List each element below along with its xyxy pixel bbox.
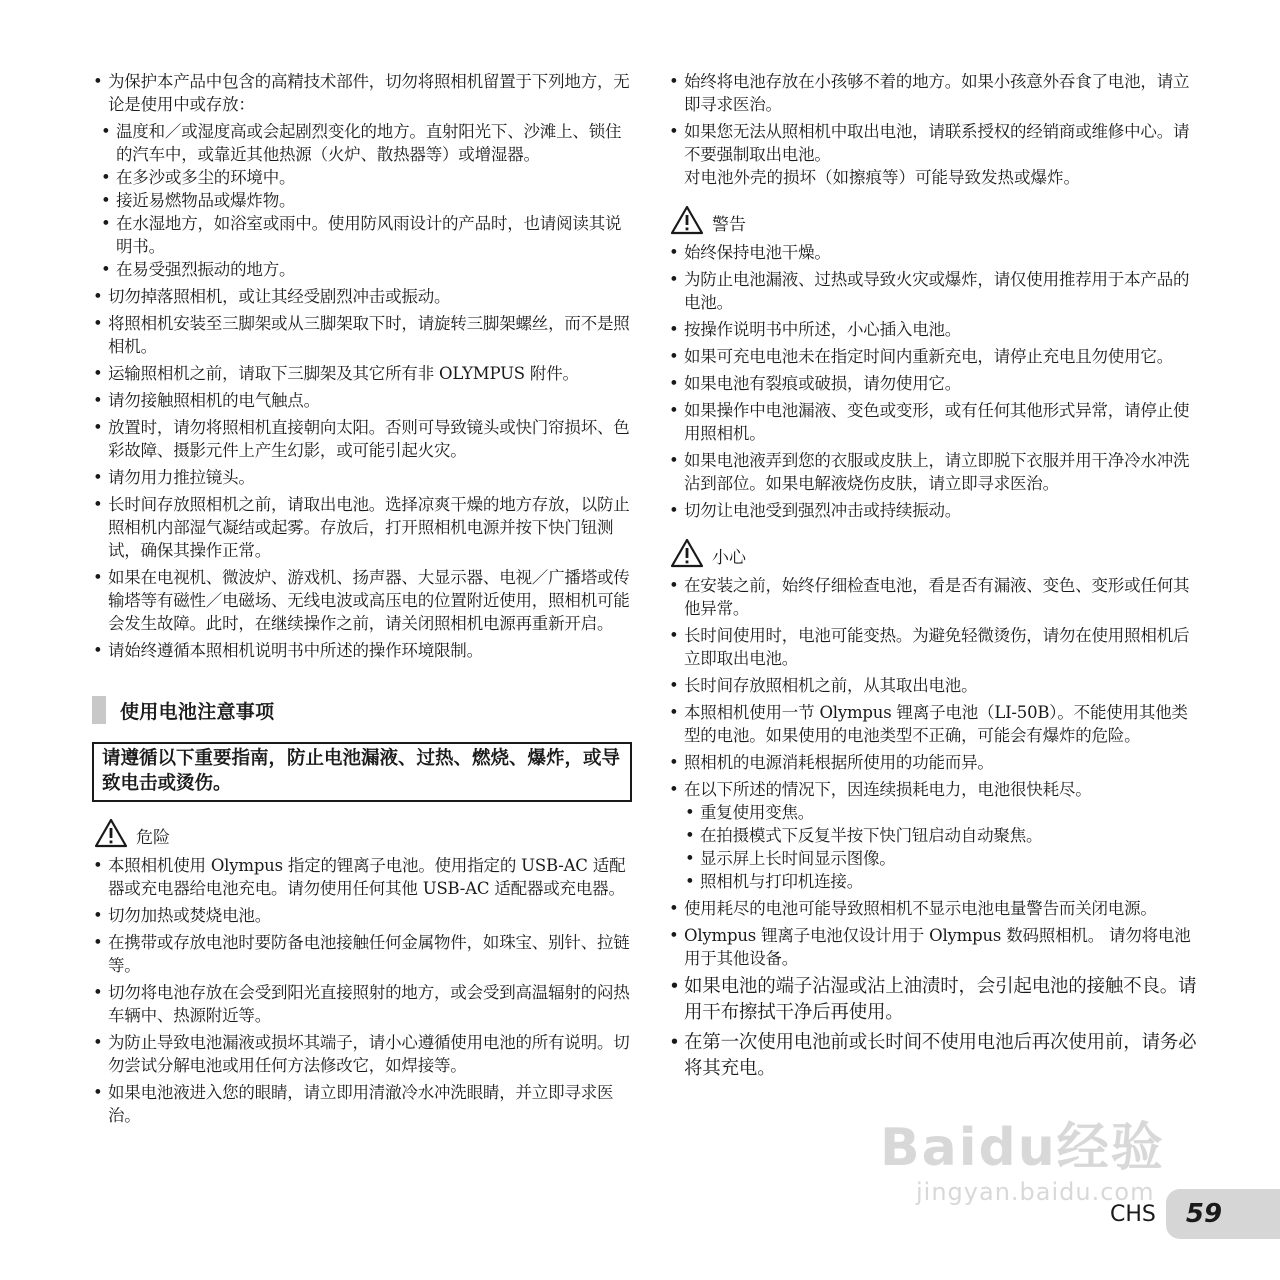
right-top-list [668,70,1198,189]
sub-list-item: • 在多沙或多尘的环境中。 [100,166,632,189]
list-item: • 如果操作中电池漏液、变色或变形，或有任何其他形式异常，请停止使用照相机。 [668,399,1198,445]
section-title [92,696,632,724]
important-notice-box: 请遵循以下重要指南，防止电池漏液、过热、燃烧、爆炸，或导致电击或烫伤。 [92,742,632,802]
caution-list [668,574,1198,970]
caution-label: 小心 [712,548,746,568]
list-item: • 将照相机安装至三脚架或从三脚架取下时，请旋转三脚架螺丝，而不是照相机。 [92,312,632,358]
sub-list-item: • 温度和／或湿度高或会起剧烈变化的地方。直射阳光下、沙滩上、锁住的汽车中，或靠近其他热源（火炉、散热器等）或增湿器。 [100,120,632,166]
left-mid-list [92,285,632,662]
page-footer [1110,1188,1280,1240]
list-item-continuation: 对电池外壳的损坏（如擦痕等）可能导致发热或爆炸。 [684,168,1080,187]
list-item: • 放置时，请勿将照相机直接朝向太阳。否则可导致镜头或快门帘损坏、色彩故障、摄影元件上产生幻影，或可能引起火灾。 [92,416,632,462]
sub-list-item: • 照相机与打印机连接。 [684,870,1198,893]
list-item: • 在安装之前，始终仔细检查电池，看是否有漏液、变色、变形或任何其他异常。 [668,574,1198,620]
list-item: • 本照相机使用 Olympus 指定的锂离子电池。使用指定的 USB-AC 适配器或充电器给电池充电。请勿使用任何其他 USB-AC 适配器或充电器。 [92,854,632,900]
watermark-url: jingyan.baidu.com [916,1178,1155,1206]
list-item: • 如果电池的端子沾湿或沾上油渍时，会引起电池的接触不良。请用干布擦拭干净后再使用。 [668,974,1198,1026]
list-item: • 为防止电池漏液、过热或导致火灾或爆炸，请仅使用推荐用于本产品的电池。 [668,268,1198,314]
left-top-list [92,70,632,116]
list-item: • 始终保持电池干燥。 [668,241,1198,264]
list-item: • 本照相机使用一节 Olympus 锂离子电池（LI-50B）。不能使用其他类型的电池。如果使用的电池类型不正确，可能会有爆炸的危险。 [668,701,1198,747]
section-marker [92,696,106,724]
warning-label: 警告 [712,215,746,235]
list-item: • 在第一次使用电池前或长时间不使用电池后再次使用前，请务必将其充电。 [668,1030,1198,1082]
warning-triangle-icon [94,818,128,848]
sub-list-item: • 接近易燃物品或爆炸物。 [100,189,632,212]
sub-list-item: • 重复使用变焦。 [684,801,1198,824]
section-title-text: 使用电池注意事项 [120,700,275,723]
list-item: • 按操作说明书中所述，小心插入电池。 [668,318,1198,341]
caution-heading [670,536,1198,568]
list-item: • 请勿用力推拉镜头。 [92,466,632,489]
list-item: • 如果电池液进入您的眼睛，请立即用清澈冷水冲洗眼睛，并立即寻求医治。 [92,1081,632,1127]
language-code: CHS [1110,1201,1156,1227]
list-item: • 为保护本产品中包含的高精技术部件，切勿将照相机留置于下列地方，无论是使用中或存放： [92,70,632,116]
list-item: • 请始终遵循本照相机说明书中所述的操作环境限制。 [92,639,632,662]
list-item: • 为防止导致电池漏液或损坏其端子，请小心遵循使用电池的所有说明。切勿尝试分解电池或用任何方法修改它，如焊接等。 [92,1031,632,1077]
watermark-brand: Baidu经验 [880,1118,1165,1178]
list-item: • 在携带或存放电池时要防备电池接触任何金属物件，如珠宝、别针、拉链等。 [92,931,632,977]
page-number-tab [1166,1189,1280,1239]
sub-list-item: • 在水湿地方，如浴室或雨中。使用防风雨设计的产品时，也请阅读其说明书。 [100,212,632,258]
left-column [92,70,632,1131]
right-column [668,70,1198,1086]
list-item: • 如果电池有裂痕或破损，请勿使用它。 [668,372,1198,395]
list-item: • 如果在电视机、微波炉、游戏机、扬声器、大显示器、电视／广播塔或传输塔等有磁性／电磁场、无线电波或高压电的位置附近使用，照相机可能会发生故障。此时，在继续操作之前，请关闭照相机电源再重新开启。 [92,566,632,635]
list-item: • 长时间存放照相机之前，从其取出电池。 [668,674,1198,697]
sub-list-item: • 显示屏上长时间显示图像。 [684,847,1198,870]
list-item: • Olympus 锂离子电池仅设计用于 Olympus 数码照相机。 请勿将电池用于其他设备。 [668,924,1198,970]
list-item: • 请勿接触照相机的电气触点。 [92,389,632,412]
left-sub-list [92,120,632,281]
page-number: 59 [1185,1199,1223,1229]
caution-list-large [668,974,1198,1082]
list-item: • 切勿加热或焚烧电池。 [92,904,632,927]
list-item: • 运输照相机之前，请取下三脚架及其它所有非 OLYMPUS 附件。 [92,362,632,385]
list-item: • 如果您无法从照相机中取出电池，请联系授权的经销商或维修中心。请不要强制取出电池。 [668,120,1198,166]
list-item: • 在以下所述的情况下，因连续损耗电力，电池很快耗尽。 [668,778,1198,801]
list-item: • 切勿让电池受到强烈冲击或持续振动。 [668,499,1198,522]
warning-triangle-icon [670,205,704,235]
list-item: • 长时间存放照相机之前，请取出电池。选择凉爽干燥的地方存放，以防止照相机内部湿气凝结或起雾。存放后，打开照相机电源并按下快门钮测试，确保其操作正常。 [92,493,632,562]
warning-triangle-icon [670,538,704,568]
danger-label: 危险 [136,828,170,848]
list-item: • 如果电池液弄到您的衣服或皮肤上，请立即脱下衣服并用干净冷水冲洗沾到部位。如果电解液烧伤皮肤，请立即寻求医治。 [668,449,1198,495]
warning-heading [670,203,1198,235]
list-item: • 如果可充电电池未在指定时间内重新充电，请停止充电且勿使用它。 [668,345,1198,368]
warning-list [668,241,1198,522]
list-item: • 切勿将电池存放在会受到阳光直接照射的地方，或会受到高温辐射的闷热车辆中、热源附近等。 [92,981,632,1027]
danger-list [92,854,632,1127]
danger-heading [94,816,632,848]
list-item: • 始终将电池存放在小孩够不着的地方。如果小孩意外吞食了电池，请立即寻求医治。 [668,70,1198,116]
list-item: • 长时间使用时，电池可能变热。为避免轻微烫伤，请勿在使用照相机后立即取出电池。 [668,624,1198,670]
list-item: • 使用耗尽的电池可能导致照相机不显示电池电量警告而关闭电源。 [668,897,1198,920]
list-item: • 照相机的电源消耗根据所使用的功能而异。 [668,751,1198,774]
sub-list-item: • 在拍摄模式下反复半按下快门钮启动自动聚焦。 [684,824,1198,847]
list-item: • 切勿掉落照相机，或让其经受剧烈冲击或振动。 [92,285,632,308]
sub-list-item: • 在易受强烈振动的地方。 [100,258,632,281]
